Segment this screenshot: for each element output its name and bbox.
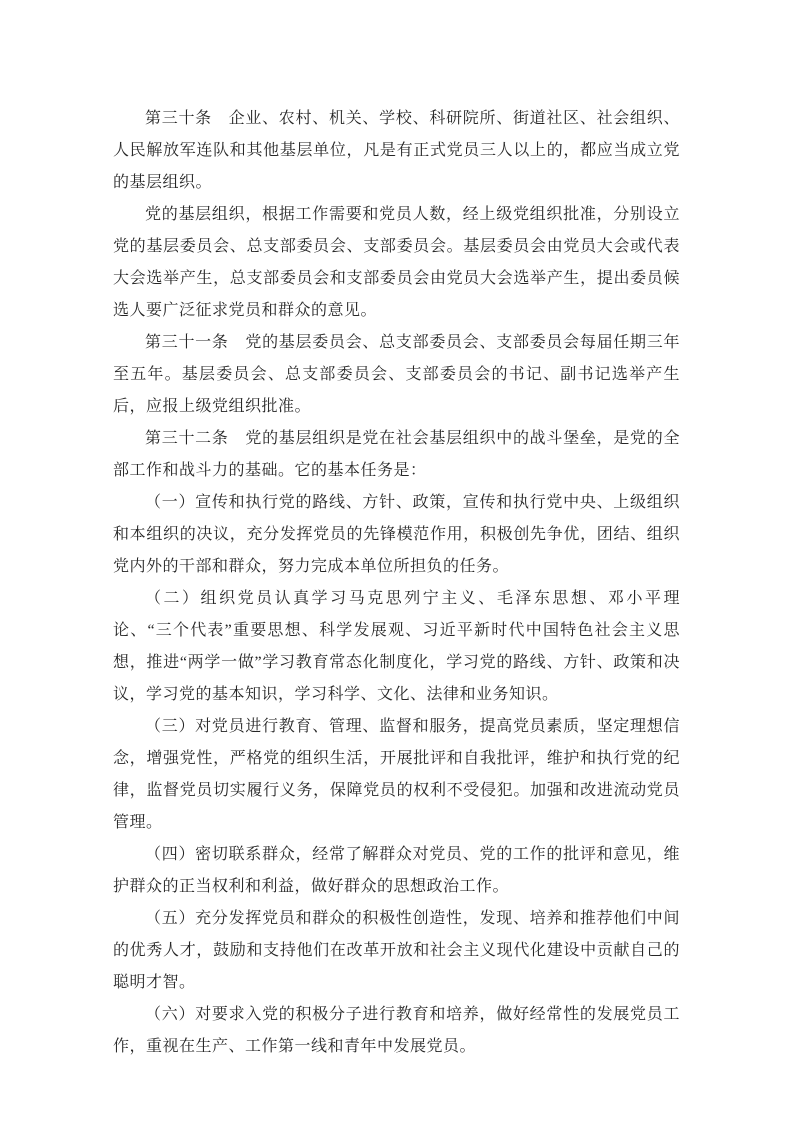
paragraph-task-1: （一）宣传和执行党的路线、方针、政策，宣传和执行党中央、上级组织和本组织的决议，充分发挥党员的先锋模范作用，积极创先争优，团结、组织党内外的干部和群众，努力完成本单位所担负的任务。 [113,494,680,575]
paragraph-task-4: （四）密切联系群众，经常了解群众对党员、党的工作的批评和意见，维护群众的正当权利和利益，做好群众的思想政治工作。 [113,846,680,895]
paragraph-task-2: （二）组织党员认真学习马克思列宁主义、毛泽东思想、邓小平理论、“三个代表”重要思想、科学发展观、习近平新时代中国特色社会主义思想，推进“两学一做”学习教育常态化制度化，学习党的路线、方针、政策和决议，学习党的基本知识，学习科学、文化、法律和业务知识。 [113,590,680,703]
paragraph-article-32: 第三十二条 党的基层组织是党在社会基层组织中的战斗堡垒，是党的全部工作和战斗力的基础。它的基本任务是： [113,430,680,479]
paragraph-task-6: （六）对要求入党的积极分子进行教育和培养，做好经常性的发展党员工作，重视在生产、工作第一线和青年中发展党员。 [113,1006,680,1055]
paragraph-task-5: （五）充分发挥党员和群众的积极性创造性，发现、培养和推荐他们中间的优秀人才，鼓励和支持他们在改革开放和社会主义现代化建设中贡献自己的聪明才智。 [113,910,680,991]
paragraph-task-3: （三）对党员进行教育、管理、监督和服务，提高党员素质，坚定理想信念，增强党性，严格党的组织生活，开展批评和自我批评，维护和执行党的纪律，监督党员切实履行义务，保障党员的权利不受侵犯。加强和改进流动党员管理。 [113,718,680,831]
paragraph-article-30: 第三十条 企业、农村、机关、学校、科研院所、街道社区、社会组织、人民解放军连队和其他基层单位，凡是有正式党员三人以上的，都应当成立党的基层组织。 [113,110,680,191]
paragraph-article-30-continuation: 党的基层组织，根据工作需要和党员人数，经上级党组织批准，分别设立党的基层委员会、总支部委员会、支部委员会。基层委员会由党员大会或代表大会选举产生，总支部委员会和支部委员会由党员大会选举产生，提出委员候选人要广泛征求党员和群众的意见。 [113,206,680,319]
paragraph-article-31: 第三十一条 党的基层委员会、总支部委员会、支部委员会每届任期三年至五年。基层委员会、总支部委员会、支部委员会的书记、副书记选举产生后，应报上级党组织批准。 [113,334,680,415]
